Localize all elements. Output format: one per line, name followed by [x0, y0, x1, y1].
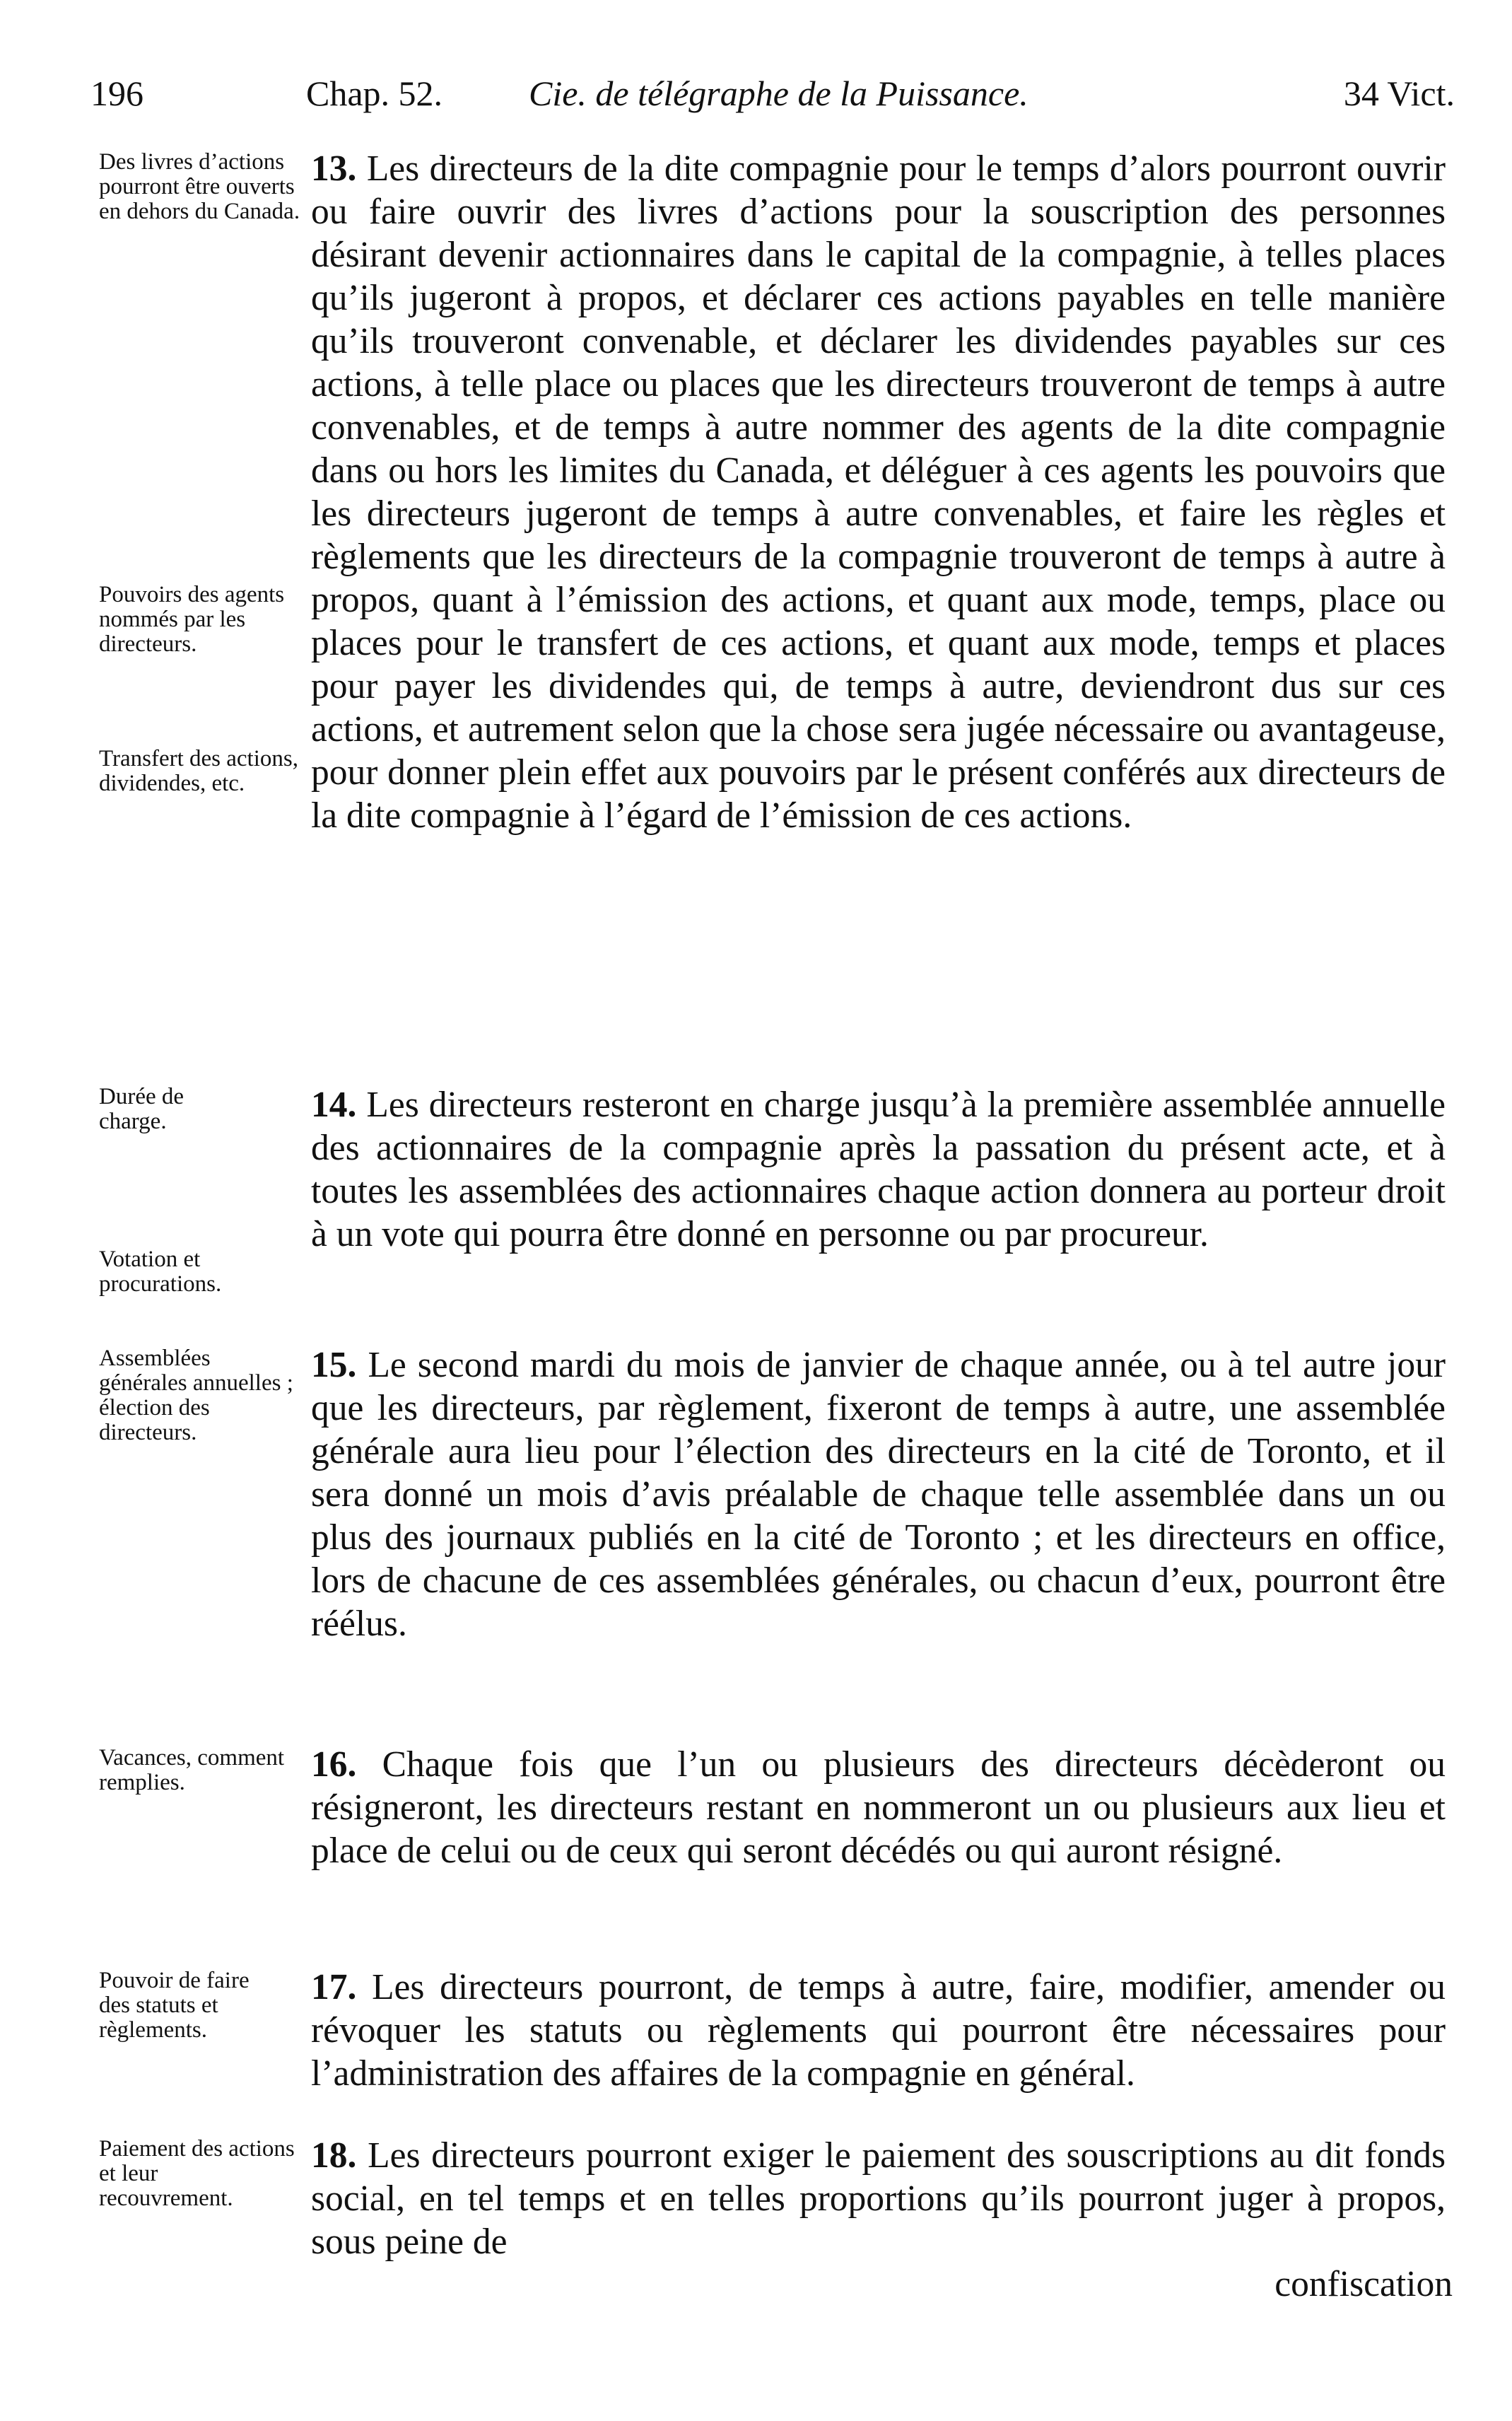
margin-note: Vacances, comment remplies. [99, 1745, 285, 1795]
page-number: 196 [90, 74, 143, 113]
margin-note: Paiement des actions et leur recouvrement. [99, 2136, 295, 2211]
margin-note: Transfert des actions, dividendes, etc. [99, 746, 298, 796]
running-title: Cie. de télégraphe de la Puissance. [529, 74, 1028, 113]
section-text: Les directeurs pourront exiger le paiement des souscriptions au dit fonds social, en tel temps et en telles proportions qu’ils pourront juger à propos, sous peine de [311, 2135, 1446, 2262]
margin-note: Pouvoirs des agents nommés par les directeurs. [99, 582, 285, 657]
section-text: Les directeurs resteront en charge jusqu’à la première assemblée annuelle des actionnaires de la compagnie après la passation du présent acte, et à toutes les assemblées des actionnaires chaque action donnera au porteur droit à un vote qui pourra être donné en personne ou par procureur. [311, 1085, 1446, 1254]
section-text: Les directeurs de la dite compagnie pour le temps d’alors pourront ouvrir ou faire ouvrir des livres d’actions pour la souscription des personnes désirant devenir actionnaires dans le capital de la compagnie, à telles places qu’ils jugeront à propos, et déclarer ces actions payables en telle manière qu’ils trouveront convenable, et déclarer les dividendes payables sur ces actions, à telle place ou places que les directeurs trouveront de temps à autre convenables, et de temps à autre nommer des agents de la dite compagnie dans ou hors les limites du Canada, et déléguer à ces agents les pouvoirs que les directeurs jugeront de temps à autre convenables, et faire les règles et règlements que les directeurs de la compagnie trouveront de temps à autre à propos, quant à l’émission des actions, et quant aux mode, temps, place ou places pour le transfert de ces actions, et quant aux mode, temps et places pour payer les dividendes qui, de temps à autre, deviendront dus sur ces actions, et autrement selon que la chose sera jugée nécessaire ou avantageuse, pour donner plein effet aux pouvoirs par le présent conférés aux directeurs de la dite compagnie à l’égard de l’émission de ces actions. [311, 148, 1446, 836]
margin-note: Durée de charge. [99, 1084, 184, 1134]
paragraph [311, 1343, 1446, 1645]
margin-note: Des livres d’actions pourront être ouverts en dehors du Canada. [99, 149, 300, 224]
section-number: 16. [311, 1744, 357, 1785]
paragraph [311, 1743, 1446, 1872]
paragraph [311, 1083, 1446, 1256]
section-text: Le second mardi du mois de janvier de chaque année, ou à tel autre jour que les directeurs, par règlement, fixeront de temps à autre, une assemblée générale aura lieu pour l’élection des directeurs en la cité de Toronto, et il sera donné un mois d’avis préalable de chaque telle assemblée dans un ou plus des journaux publiés en la cité de Toronto ; et les directeurs en office, lors de chacune de ces assemblées générales, ou chacun d’eux, pourront être réélus. [311, 1345, 1446, 1644]
margin-note: Assemblées générales annuelles ; élection des directeurs. [99, 1346, 293, 1445]
chapter-label: Chap. 52. [306, 74, 443, 113]
paragraph [311, 1966, 1446, 2095]
section-text: Les directeurs pourront, de temps à autre, faire, modifier, amender ou révoquer les statuts ou règlements qui pourront être nécessaires pour l’administration des affaires de la compagnie en général. [311, 1967, 1446, 2094]
paragraph [311, 2134, 1446, 2263]
section-number: 17. [311, 1967, 357, 2007]
section-number: 15. [311, 1345, 357, 1385]
section-text: Chaque fois que l’un ou plusieurs des directeurs décèderont ou résigneront, les directeurs restant en nommeront un ou plusieurs aux lieu et place de celui ou de ceux qui seront décédés ou qui auront résigné. [311, 1744, 1446, 1871]
regnal-year: 34 Vict. [1343, 74, 1455, 113]
section-number: 14. [311, 1085, 357, 1125]
catchword: confiscation [1274, 2264, 1453, 2304]
margin-note: Votation et procurations. [99, 1247, 222, 1297]
paragraph [311, 147, 1446, 837]
running-header [90, 65, 1455, 122]
margin-note: Pouvoir de faire des statuts et règlements. [99, 1968, 250, 2043]
section-number: 18. [311, 2135, 357, 2176]
section-number: 13. [311, 148, 357, 189]
